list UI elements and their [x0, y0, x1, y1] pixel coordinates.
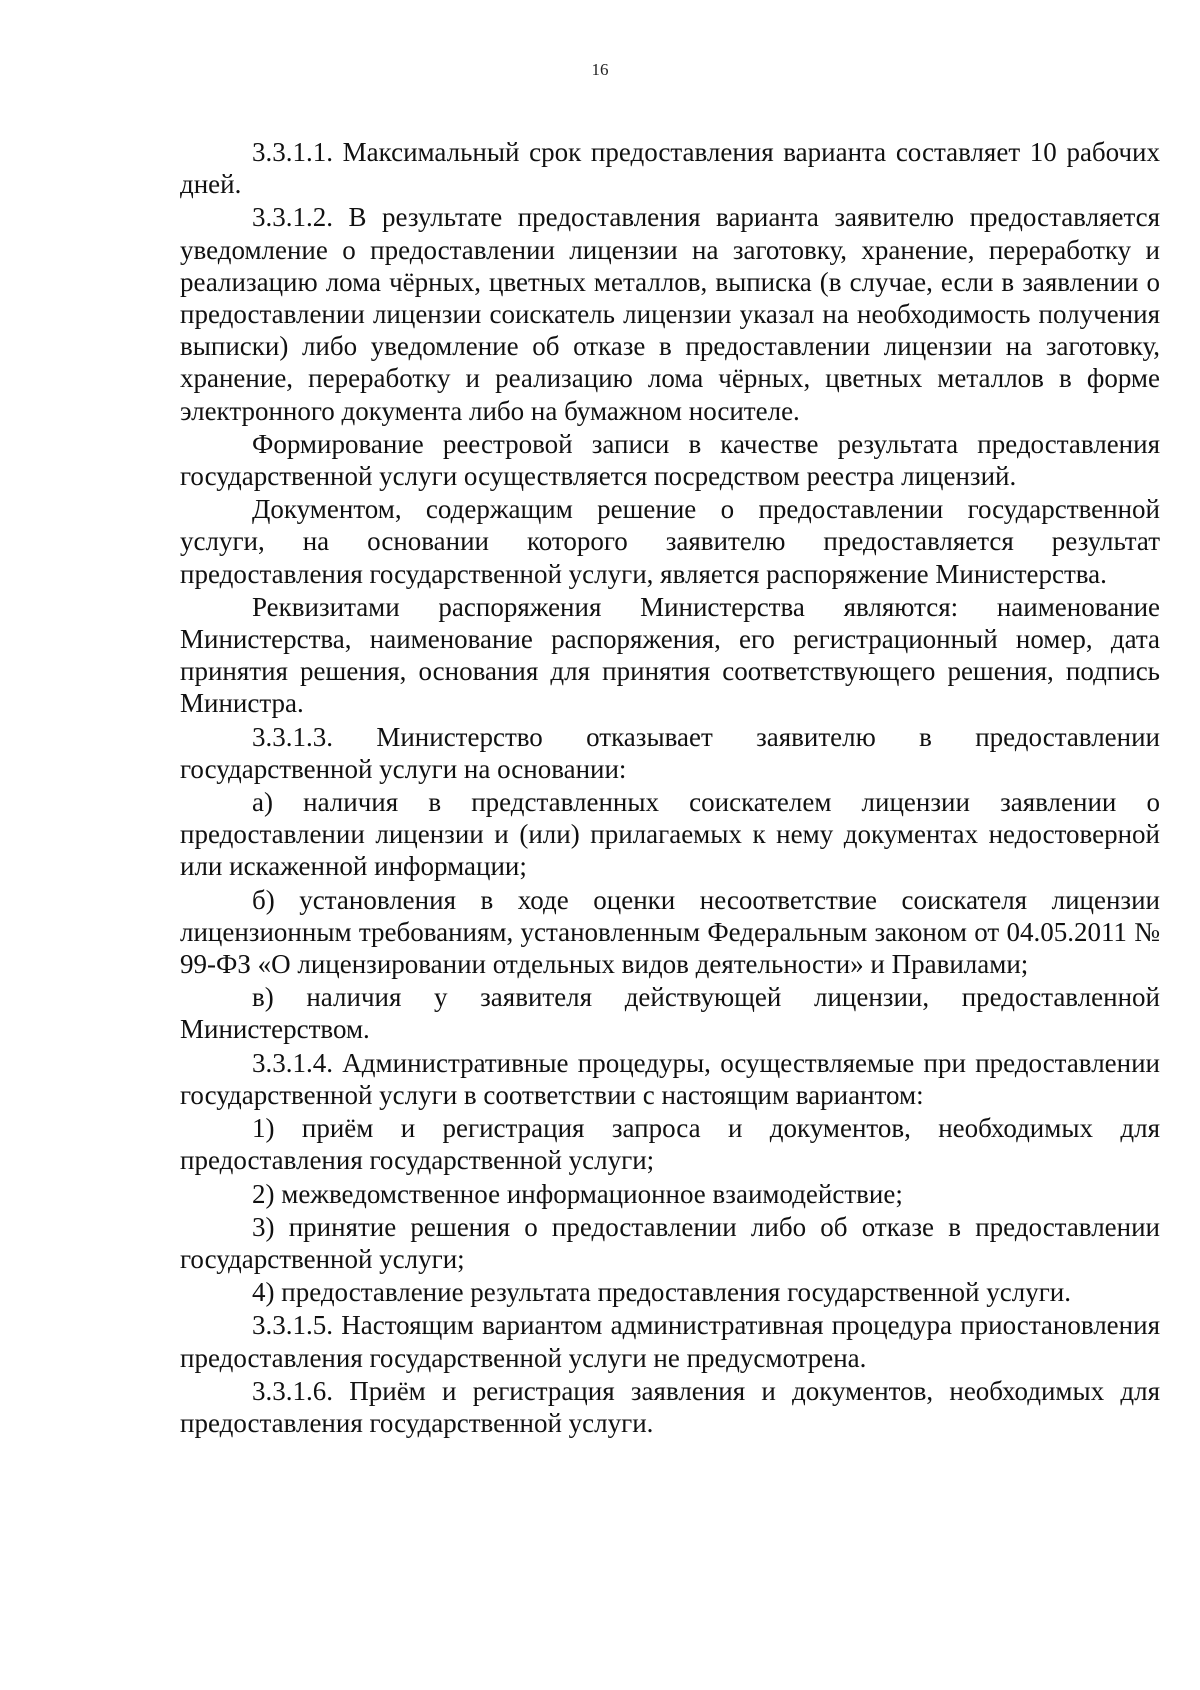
paragraph-3-3-1-6: 3.3.1.6. Приём и регистрация заявления и документов, необходимых для предоставления государственной услуги. — [180, 1375, 1160, 1438]
paragraph-3-3-1-1: 3.3.1.1. Максимальный срок предоставления варианта составляет 10 рабочих дней. — [180, 137, 1160, 200]
paragraph-decision-document: Документом, содержащим решение о предоставлении государственной услуги, на основании которого заявителю предоставляется результат предоставления государственной услуги, является распоряжение Министерства. — [180, 494, 1160, 589]
page-number: 16 — [591, 60, 609, 79]
list-item-4: 4) предоставление результата предоставления государственной услуги. — [252, 1277, 1071, 1308]
list-item-2: 2) межведомственное информационное взаимодействие; — [252, 1178, 903, 1209]
list-item-v: в) наличия у заявителя действующей лицензии, предоставленной Министерством. — [180, 982, 1160, 1045]
document-body — [180, 136, 1160, 1440]
list-item-a: а) наличия в представленных соискателем лицензии заявлении о предоставлении лицензии и (или) прилагаемых к нему документах недостоверной или искаженной информации; — [180, 787, 1160, 882]
paragraph-3-3-1-2: 3.3.1.2. В результате предоставления варианта заявителю предоставляется уведомление о предоставлении лицензии на заготовку, хранение, переработку и реализацию лома чёрных, цветных металлов, выписка (в случае, если в заявлении о предоставлении лицензии соискатель лицензии указал на необходимость получения выписки) либо уведомление об отказе в предоставлении лицензии на заготовку, хранение, переработку и реализацию лома чёрных, цветных металлов в форме электронного документа либо на бумажном носителе. — [180, 202, 1160, 426]
paragraph-registry-record: Формирование реестровой записи в качестве результата предоставления государственной услуги осуществляется посредством реестра лицензий. — [180, 428, 1160, 492]
paragraph-3-3-1-5: 3.3.1.5. Настоящим вариантом административная процедура приостановления предоставления государственной услуги не предусмотрена. — [180, 1310, 1160, 1373]
paragraph-requisites: Реквизитами распоряжения Министерства являются: наименование Министерства, наименование распоряжения, его регистрационный номер, дата принятия решения, основания для принятия соответствующего решения, подпись Министра. — [180, 591, 1160, 719]
list-item-3: 3) принятие решения о предоставлении либо об отказе в предоставлении государственной услуги; — [180, 1211, 1160, 1274]
paragraph-3-3-1-3: 3.3.1.3. Министерство отказывает заявителю в предоставлении государственной услуги на основании: — [180, 721, 1160, 784]
list-item-b: б) установления в ходе оценки несоответствие соискателя лицензии лицензионным требованиям, установленным Федеральным законом от 04.05.2011 № 99-ФЗ «О лицензировании отдельных видов деятельности» и Правилами; — [180, 884, 1160, 980]
paragraph-3-3-1-4: 3.3.1.4. Административные процедуры, осуществляемые при предоставлении государственной услуги в соответствии с настоящим вариантом: — [180, 1047, 1160, 1110]
list-item-1: 1) приём и регистрация запроса и документов, необходимых для предоставления государственной услуги; — [180, 1113, 1160, 1176]
